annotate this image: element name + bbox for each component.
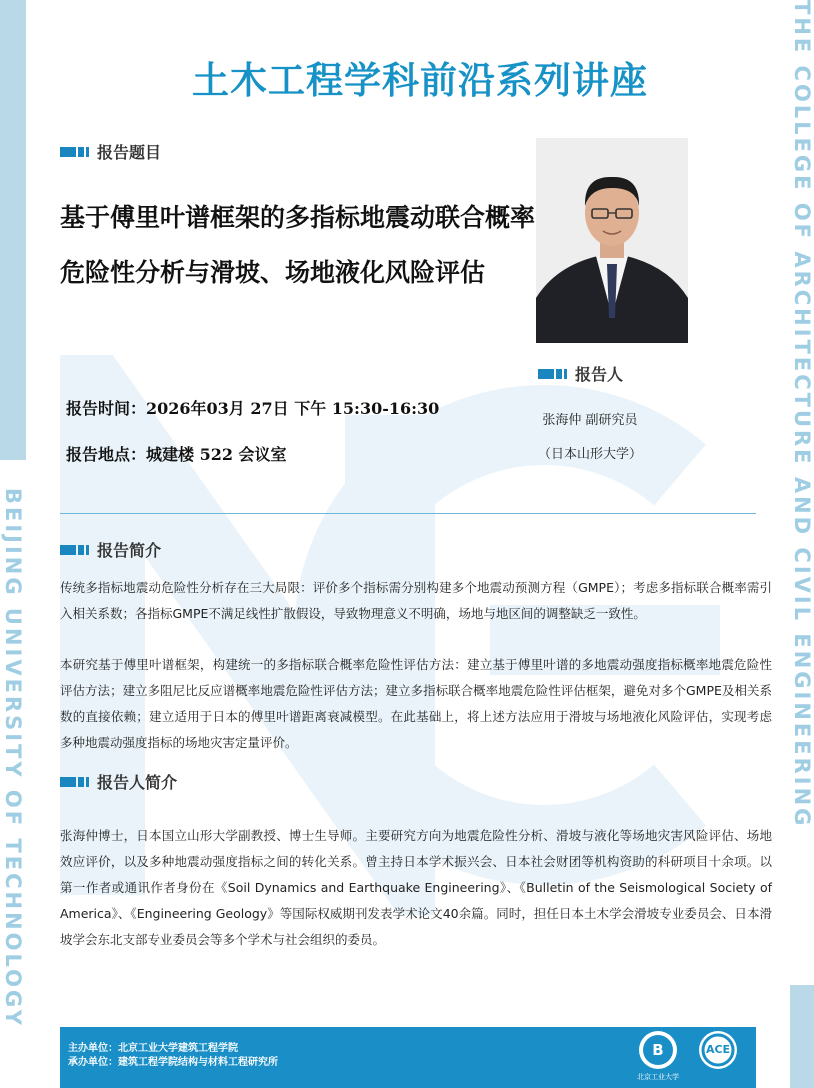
abstract-paragraph-1: 传统多指标地震动危险性分析存在三大局限：评价多个指标需分别构建多个地震动预测方程（GMPE）；考虑多指标联合概率需引入相关系数；各指标GMPE不满足线性扩散假设，导致物理意义不明确，场地与地区间的调整缺乏一致性。: [60, 580, 772, 621]
section-marker-icon: [60, 777, 91, 787]
talk-location: 报告地点：城建楼 522 会议室: [66, 445, 287, 464]
divider: [60, 513, 756, 514]
left-vertical-university-name: BEIJING UNIVERSITY OF TECHNOLOGY: [1, 488, 25, 1028]
abstract-paragraph-2: 本研究基于傅里叶谱框架，构建统一的多指标联合概率危险性评估方法：建立基于傅里叶谱的多地震动强度指标概率地震危险性评估方法；建立多阻尼比反应谱概率地震危险性评估方法；建立多指标联合概率地震危险性评估框架，避免对多个GMPE及相关系数的直接依赖；建立适用于日本的傅里叶谱距离衰减模型。在此基础上，将上述方法应用于滑坡与场地液化风险评估，实现考虑多种地震动强度指标的场地灾害定量评价。: [60, 657, 772, 750]
college-logo-text: ACE: [705, 1043, 731, 1056]
section-header-abstract: [60, 538, 161, 561]
section-marker-icon: [60, 545, 91, 555]
right-vertical-college-name: THE COLLEGE OF ARCHITECTURE AND CIVIL ENGINEERING: [790, 0, 814, 829]
page-title: 土木工程学科前沿系列讲座: [192, 59, 648, 102]
speaker-name: 张海仲 副研究员: [542, 413, 638, 428]
svg-text:B: B: [652, 1041, 664, 1059]
footer-host: 主办单位：北京工业大学建筑工程学院: [68, 1043, 238, 1054]
speaker-affiliation: （日本山形大学）: [537, 447, 642, 462]
speaker-photo: [536, 138, 688, 343]
university-logo-caption: 北京工业大学: [637, 1073, 679, 1081]
section-marker-icon: [60, 147, 91, 157]
section-label: 报告人: [575, 365, 624, 384]
section-label: 报告简介: [97, 541, 162, 560]
section-header-topic: [60, 140, 161, 163]
talk-time: 报告时间：2026年03月 27日 下午 15:30-16:30: [66, 399, 440, 418]
section-header-bio: [60, 770, 177, 793]
talk-title: 基于傅里叶谱框架的多指标地震动联合概率危险性分析与滑坡、场地液化风险评估: [60, 203, 536, 287]
footer: [60, 1027, 756, 1088]
section-header-speaker: [538, 362, 623, 385]
university-logo: [638, 1030, 678, 1070]
section-label: 报告人简介: [97, 773, 178, 792]
right-side-bar: [790, 985, 814, 1088]
college-logo: [698, 1030, 738, 1070]
section-label: 报告题目: [97, 143, 162, 162]
footer-organizer: 承办单位：建筑工程学院结构与材料工程研究所: [68, 1057, 278, 1068]
bio-paragraph: 张海仲博士，日本国立山形大学副教授、博士生导师。主要研究方向为地震危险性分析、滑坡与液化等场地灾害风险评估、场地效应评价，以及多种地震动强度指标之间的转化关系。曾主持日本学术振兴会、日本社会财团等机构资助的科研项目十余项。以第一作者或通讯作者身份在《Soil Dynamics and Earthquake Engineering》、《Bulletin of the Seismological Society of America》、《Engineering Geology》等国际权威期刊发表学术论文40余篇。同时，担任日本土木学会滑坡专业委员会、日本滑坡学会东北支部专业委员会等多个学术与社会组织的委员。: [60, 828, 772, 947]
section-marker-icon: [538, 369, 569, 379]
